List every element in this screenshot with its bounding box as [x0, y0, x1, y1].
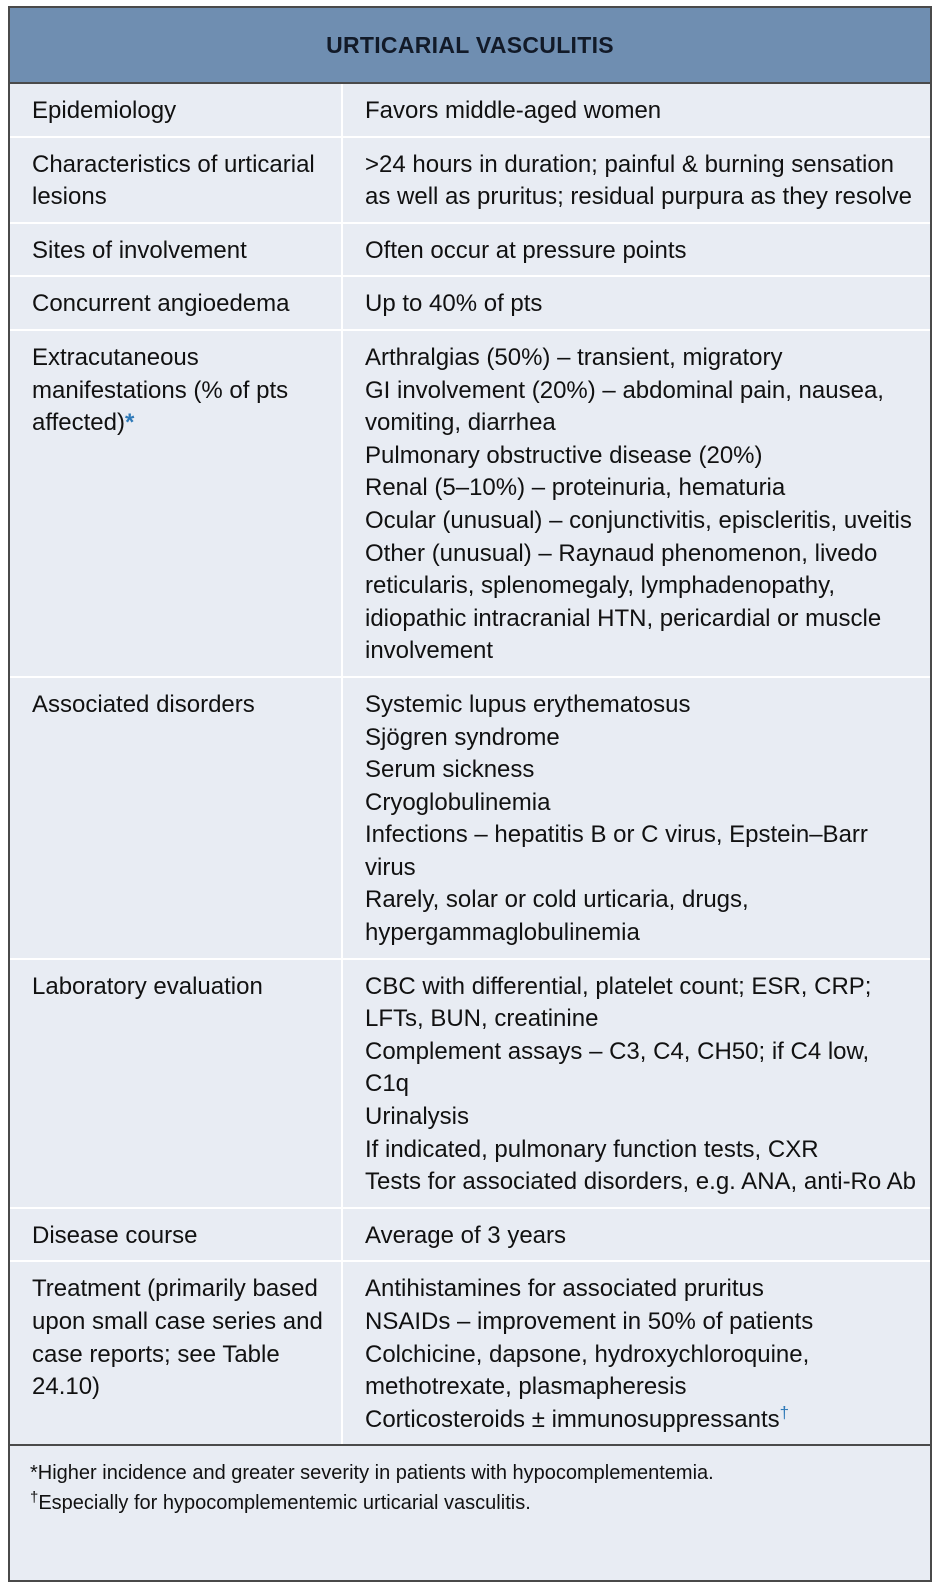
row-content	[343, 84, 930, 136]
table-title: URTICARIAL VASCULITIS	[326, 31, 614, 58]
content-line	[365, 149, 916, 214]
footnote-text: Especially for hypocomplementemic urticarial vasculitis.	[38, 1492, 531, 1515]
row-content	[343, 224, 930, 276]
row-label	[10, 277, 343, 329]
row-content	[343, 1262, 930, 1444]
content-line	[365, 1166, 916, 1199]
row-label-text: Treatment (primarily based upon small case series and case reports; see Table 24.10)	[32, 1275, 323, 1401]
content-line	[365, 1306, 916, 1339]
content-line-text: Cryoglobulinemia	[365, 788, 551, 816]
row-label-text: Laboratory evaluation	[32, 972, 263, 1000]
content-line-text: Sjögren syndrome	[365, 723, 560, 751]
content-line	[365, 819, 916, 884]
content-line	[365, 1273, 916, 1306]
row-content	[343, 960, 930, 1207]
content-line-text: Average of 3 years	[365, 1221, 567, 1249]
footnote-mark: *	[30, 1462, 38, 1485]
row-label-text: Characteristics of urticarial lesions	[32, 150, 315, 211]
footnote-1	[30, 1458, 918, 1488]
table-row	[10, 224, 930, 278]
table-row	[10, 84, 930, 138]
content-line-text: Up to 40% of pts	[365, 290, 543, 318]
row-label	[10, 678, 343, 958]
table-row	[10, 331, 930, 678]
content-line	[365, 754, 916, 787]
content-line-text: Urinalysis	[365, 1103, 470, 1131]
row-content	[343, 678, 930, 958]
row-label-text: Concurrent angioedema	[32, 290, 290, 318]
row-label-text: Associated disorders	[32, 690, 255, 718]
content-line	[365, 884, 916, 949]
table-row	[10, 1262, 930, 1446]
content-line-text: Serum sickness	[365, 756, 535, 784]
content-line	[365, 1036, 916, 1101]
content-line-text: Ocular (unusual) – conjunctivitis, episcleritis, uveitis	[365, 506, 912, 534]
content-line	[365, 1339, 916, 1404]
content-line-text: Colchicine, dapsone, hydroxychloroquine, methotrexate, plasmapheresis	[365, 1340, 810, 1401]
content-line-text: Favors middle-aged women	[365, 97, 662, 124]
row-label	[10, 331, 343, 676]
row-label-text: Sites of involvement	[32, 236, 247, 264]
row-label	[10, 960, 343, 1207]
content-line	[365, 505, 916, 538]
table-row	[10, 138, 930, 224]
footnote-marker: *	[124, 409, 135, 437]
row-label	[10, 1209, 343, 1261]
content-line	[365, 472, 916, 505]
table-header	[10, 8, 930, 84]
row-label-text: Epidemiology	[32, 97, 177, 124]
content-line-text: NSAIDs – improvement in 50% of patients	[365, 1308, 814, 1335]
content-line	[365, 1404, 916, 1437]
footnote-marker: †	[779, 1402, 790, 1422]
content-line-text: Renal (5–10%) – proteinuria, hematuria	[365, 474, 786, 502]
table-row	[10, 678, 930, 960]
table-body	[10, 84, 930, 1446]
footnote-2	[30, 1488, 918, 1518]
content-line	[365, 538, 916, 668]
row-label	[10, 224, 343, 276]
content-line-text: Corticosteroids ± immunosuppressants	[365, 1405, 780, 1433]
content-line	[365, 440, 916, 473]
content-line-text: Other (unusual) – Raynaud phenomenon, livedo reticularis, splenomegaly, lymphadenopathy, idiopathic intracranial HTN, pericardial or muscle involvement	[365, 539, 882, 665]
content-line-text: Infections – hepatitis B or C virus, Epstein–Barr virus	[365, 821, 868, 881]
row-content	[343, 138, 930, 222]
content-line	[365, 288, 916, 321]
content-line	[365, 689, 916, 722]
content-line-text: Complement assays – C3, C4, CH50; if C4 low, C1q	[365, 1037, 870, 1098]
content-line-text: CBC with differential, platelet count; ESR, CRP; LFTs, BUN, creatinine	[365, 972, 872, 1033]
footnotes	[10, 1446, 930, 1518]
footnote-mark: †	[30, 1489, 39, 1507]
table	[8, 6, 932, 1582]
content-line	[365, 375, 916, 440]
content-line-text: >24 hours in duration; painful & burning sensation as well as pruritus; residual purpura as they resolve	[365, 150, 912, 211]
content-line-text: Systemic lupus erythematosus	[365, 690, 691, 718]
content-line	[365, 342, 916, 375]
row-label	[10, 1262, 343, 1444]
content-line	[365, 1101, 916, 1134]
content-line-text: GI involvement (20%) – abdominal pain, nausea, vomiting, diarrhea	[365, 376, 884, 437]
content-line-text: Rarely, solar or cold urticaria, drugs, hypergammaglobulinemia	[365, 886, 749, 947]
content-line	[365, 1134, 916, 1167]
row-label-text: Disease course	[32, 1221, 198, 1249]
row-label	[10, 84, 343, 136]
table-row	[10, 1209, 930, 1263]
content-line-text: Arthralgias (50%) – transient, migratory	[365, 343, 783, 371]
row-content	[343, 1209, 930, 1261]
content-line-text: Pulmonary obstructive disease (20%)	[365, 441, 763, 469]
content-line	[365, 971, 916, 1036]
row-label	[10, 138, 343, 222]
content-line-text: Often occur at pressure points	[365, 236, 687, 264]
content-line	[365, 787, 916, 820]
content-line	[365, 1220, 916, 1253]
content-line	[365, 235, 916, 268]
row-content	[343, 277, 930, 329]
content-line-text: Antihistamines for associated pruritus	[365, 1275, 764, 1303]
row-label-text: Extracutaneous manifestations (% of pts affected)	[32, 343, 289, 437]
content-line-text: Tests for associated disorders, e.g. ANA, anti-Ro Ab	[365, 1168, 916, 1196]
content-line-text: If indicated, pulmonary function tests, CXR	[365, 1135, 819, 1163]
content-line	[365, 95, 916, 128]
content-line	[365, 722, 916, 755]
row-content	[343, 331, 930, 676]
footnote-text: Higher incidence and greater severity in patients with hypocomplementemia.	[37, 1462, 714, 1485]
table-row	[10, 277, 930, 331]
table-row	[10, 960, 930, 1209]
